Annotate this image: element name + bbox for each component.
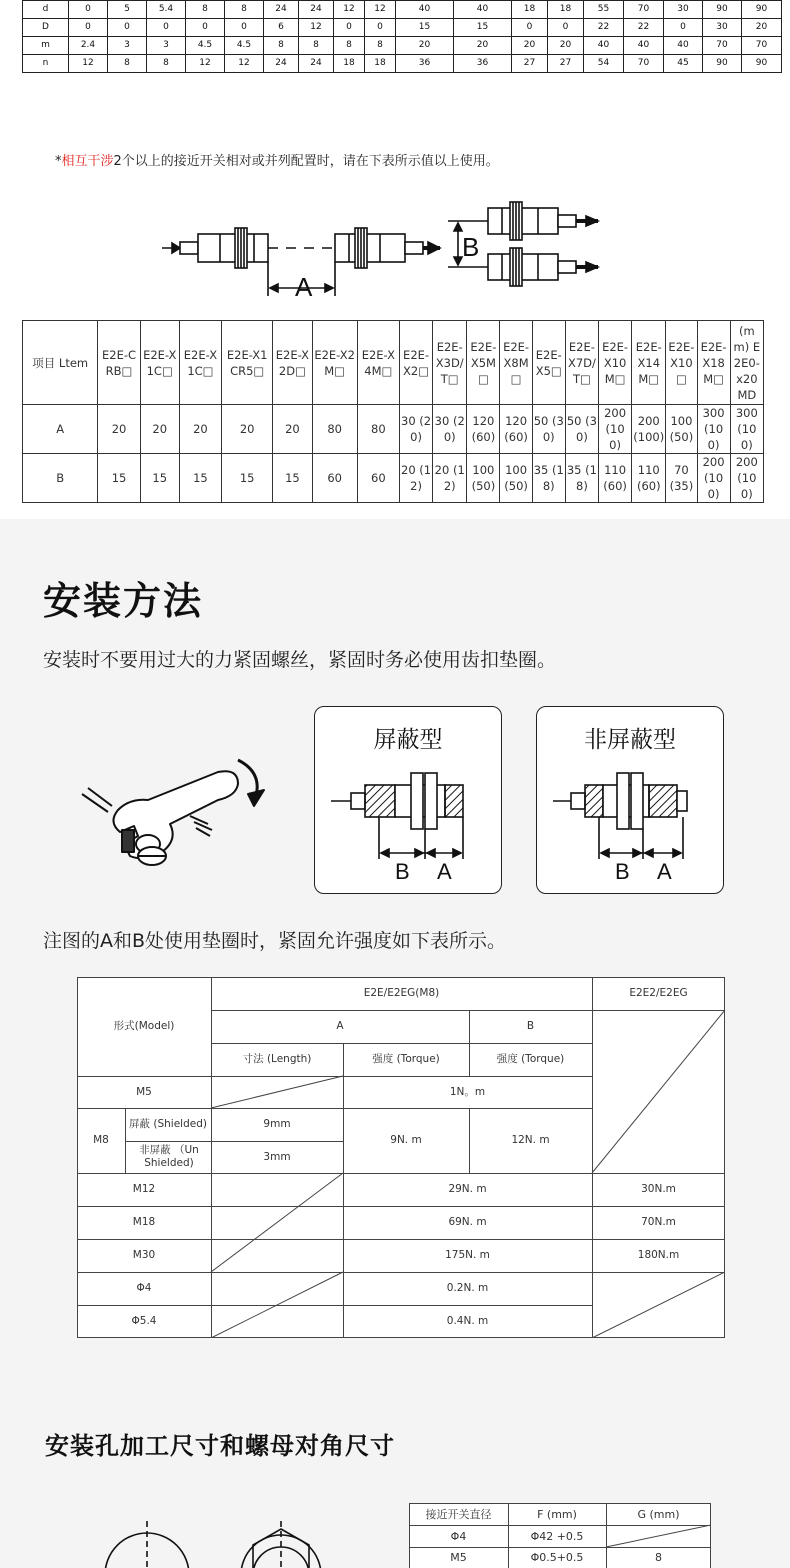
dims-cell: 18 <box>365 55 396 73</box>
hole-r1-c2: Φ42 +0.5 <box>530 1529 584 1543</box>
row-a-cell: 300 (100) <box>730 405 763 454</box>
model-header-cell: E2E-X5M□ <box>467 321 500 405</box>
dims-cell: 24 <box>264 55 299 73</box>
hole-drawing <box>95 1515 335 1568</box>
dims-cell: 30 <box>703 19 742 37</box>
row-a-cell: 80 <box>312 405 357 454</box>
dimensions-table <box>22 0 766 73</box>
dims-cell: 90 <box>703 1 742 19</box>
row-b-cell: 100 (50) <box>500 454 532 503</box>
row-a-cell: 120 (60) <box>467 405 500 454</box>
dims-cell: 40 <box>396 1 454 19</box>
unshielded-card <box>536 706 724 894</box>
model-header: 形式(Model) <box>113 1020 175 1032</box>
row-shielded-length: 9mm <box>263 1118 291 1130</box>
dims-cell: 0 <box>147 19 186 37</box>
dims-cell: 20 <box>512 37 548 55</box>
dims-cell: 8 <box>108 55 147 73</box>
unshielded-sensor-diagram <box>551 763 711 883</box>
install-title: 安装方法 <box>43 579 204 623</box>
unshielded-label-b: B <box>615 859 630 883</box>
dims-cell: 12 <box>69 55 108 73</box>
hole-col1-header: 接近开关直径 <box>425 1508 492 1521</box>
dims-cell: 40 <box>624 37 664 55</box>
row-b-cell: 20 (12) <box>399 454 432 503</box>
interference-diagram <box>150 196 620 304</box>
model-header-cell: E2E-X10M□ <box>599 321 632 405</box>
row-m8-torque-b: 12N. m <box>511 1134 550 1146</box>
dims-cell: 54 <box>584 55 624 73</box>
dims-cell: 4.5 <box>186 37 225 55</box>
model-header-cell: E2E-X10□ <box>666 321 697 405</box>
hole-r2-c2: Φ0.5+0.5 <box>530 1551 584 1564</box>
dims-cell: 20 <box>396 37 454 55</box>
row-a-cell: 20 <box>273 405 312 454</box>
model-header-cell: E2E-X2M□ <box>312 321 357 405</box>
shielded-label-a: A <box>437 859 452 883</box>
row-phi54-value: 0.4N. m <box>446 1315 489 1327</box>
dims-cell: 12 <box>334 1 365 19</box>
hole-r2-c3: 8 <box>655 1551 662 1564</box>
row-m5-label: M5 <box>136 1085 152 1098</box>
row-b-cell: 20 (12) <box>433 454 467 503</box>
row-b-cell: 15 <box>273 454 312 503</box>
row-a-cell: 20 <box>222 405 273 454</box>
row-b-cell: 15 <box>140 454 179 503</box>
row-phi4-value: 0.2N. m <box>446 1282 489 1294</box>
row-a-cell: 20 <box>98 405 140 454</box>
group2-header: E2E2/E2EG <box>629 987 688 999</box>
dims-cell: 3 <box>147 37 186 55</box>
row-b-cell: 60 <box>357 454 399 503</box>
dims-row-label: D <box>23 19 69 37</box>
dims-cell: 70 <box>624 55 664 73</box>
row-b-cell: 110 (60) <box>599 454 632 503</box>
dims-cell: 0 <box>365 19 396 37</box>
row-b-cell: 35 (18) <box>532 454 565 503</box>
torque-note: 注图的A和B处使用垫圈时，紧固允许强度如下表所示。 <box>43 930 507 952</box>
row-m18-label: M18 <box>132 1216 156 1228</box>
row-phi54-label: Φ5.4 <box>131 1315 157 1327</box>
row-b-cell: 15 <box>98 454 140 503</box>
row-a-label: A <box>23 405 98 454</box>
row-b-cell: 110 (60) <box>632 454 666 503</box>
dims-cell: 40 <box>584 37 624 55</box>
dims-cell: 0 <box>225 19 264 37</box>
dims-cell: 90 <box>742 55 782 73</box>
shielded-card <box>314 706 502 894</box>
row-a-cell: 50 (30) <box>532 405 565 454</box>
dims-cell: 12 <box>365 1 396 19</box>
shielded-sensor-diagram <box>329 763 489 883</box>
interference-table <box>22 320 764 503</box>
dims-cell: 8 <box>365 37 396 55</box>
group1-header: E2E/E2EG(M8) <box>363 987 440 999</box>
model-header-cell: E2E-X5□ <box>532 321 565 405</box>
dims-cell: 5.4 <box>147 1 186 19</box>
dims-row <box>23 1 782 19</box>
row-a-cell: 20 <box>140 405 179 454</box>
row-m30-value2: 180N.m <box>637 1249 680 1261</box>
dims-cell: 6 <box>264 19 299 37</box>
dims-cell: 30 <box>664 1 703 19</box>
interference-note <box>55 150 499 169</box>
dims-cell: 18 <box>512 1 548 19</box>
dims-row-label: n <box>23 55 69 73</box>
row-m5-value: 1N。m <box>449 1085 486 1098</box>
row-m30-label: M30 <box>132 1249 156 1261</box>
dims-cell: 90 <box>703 55 742 73</box>
dims-cell: 4.5 <box>225 37 264 55</box>
wrench-illustration <box>78 752 278 882</box>
dims-cell: 0 <box>69 19 108 37</box>
torque-a-header: 强度 (Torque) <box>372 1053 440 1065</box>
row-b-cell: 200 (100) <box>730 454 763 503</box>
dims-cell: 12 <box>299 19 334 37</box>
dims-cell: 8 <box>334 37 365 55</box>
torque-b-header: 强度 (Torque) <box>496 1053 565 1065</box>
dims-cell: 0 <box>186 19 225 37</box>
hole-r1-c1: Φ4 <box>450 1529 467 1543</box>
row-m12-label: M12 <box>132 1183 156 1195</box>
dims-cell: 70 <box>624 1 664 19</box>
shielded-label-b: B <box>395 859 410 883</box>
dims-row-label: m <box>23 37 69 55</box>
dims-cell: 8 <box>299 37 334 55</box>
length-header: 寸法 (Length) <box>242 1053 312 1065</box>
dims-cell: 40 <box>454 1 512 19</box>
dims-cell: 0 <box>548 19 584 37</box>
dims-row-label: d <box>23 1 69 19</box>
dims-row <box>23 19 782 37</box>
row-m8-torque-a: 9N. m <box>390 1134 422 1146</box>
unshielded-label-a: A <box>657 859 672 883</box>
dims-cell: 20 <box>742 19 782 37</box>
dims-cell: 0 <box>334 19 365 37</box>
model-header-cell: E2E-X7D/T□ <box>565 321 598 405</box>
model-header-cell: E2E-X4M□ <box>357 321 399 405</box>
model-header-cell: E2E-X8M□ <box>500 321 532 405</box>
dims-cell: 22 <box>584 19 624 37</box>
dims-cell: 20 <box>454 37 512 55</box>
dims-cell: 90 <box>742 1 782 19</box>
dims-cell: 27 <box>548 55 584 73</box>
hole-r2-c1: M5 <box>450 1551 467 1564</box>
hole-col2-header: F (mm) <box>537 1507 577 1521</box>
row-m30-value: 175N. m <box>445 1249 490 1261</box>
dims-cell: 8 <box>186 1 225 19</box>
model-header-cell: E2E-X3D/T□ <box>433 321 467 405</box>
model-header-cell: E2E-X18M□ <box>697 321 730 405</box>
row-b-cell: 60 <box>312 454 357 503</box>
row-m12-value2: 30N.m <box>641 1183 676 1195</box>
dims-cell: 0 <box>664 19 703 37</box>
dims-cell: 40 <box>664 37 703 55</box>
label-b: B <box>462 232 480 262</box>
dims-cell: 20 <box>548 37 584 55</box>
dims-cell: 22 <box>624 19 664 37</box>
dims-row <box>23 37 782 55</box>
torque-table <box>77 977 725 1338</box>
model-header-cell: E2E-X1C□ <box>140 321 179 405</box>
row-shielded-label: 屏蔽 (Shielded) <box>129 1118 207 1130</box>
dims-cell: 8 <box>147 55 186 73</box>
model-header-cell: E2E-CRB□ <box>98 321 140 405</box>
row-a-cell: 120 (60) <box>500 405 532 454</box>
row-a-cell: 30 (20) <box>399 405 432 454</box>
label-a: A <box>295 272 313 302</box>
row-b-cell: 200 (100) <box>697 454 730 503</box>
row-m18-value2: 70N.m <box>641 1216 676 1228</box>
dims-cell: 12 <box>186 55 225 73</box>
dims-cell: 12 <box>225 55 264 73</box>
dims-cell: 27 <box>512 55 548 73</box>
row-a-cell: 200 (100) <box>632 405 666 454</box>
dims-cell: 15 <box>454 19 512 37</box>
model-header-cell: E2E-X14M□ <box>632 321 666 405</box>
dims-cell: 70 <box>703 37 742 55</box>
shielded-title: 屏蔽型 <box>373 727 443 753</box>
install-text: 安装时不要用过大的力紧固螺丝，紧固时务必使用齿扣垫圈。 <box>43 649 557 671</box>
row-a-cell: 80 <box>357 405 399 454</box>
col-b-header: B <box>526 1020 535 1032</box>
model-header-cell: E2E-X1C□ <box>179 321 221 405</box>
model-header-cell: E2E-X2□ <box>399 321 432 405</box>
col-a-header: A <box>336 1020 344 1032</box>
row-b-cell: 15 <box>222 454 273 503</box>
dims-cell: 36 <box>396 55 454 73</box>
dims-cell: 55 <box>584 1 624 19</box>
dims-cell: 45 <box>664 55 703 73</box>
row-unshielded-length: 3mm <box>263 1150 291 1163</box>
hole-col3-header: G (mm) <box>637 1507 680 1521</box>
row-a-cell: 20 <box>179 405 221 454</box>
row-b-label: B <box>23 454 98 503</box>
row-m12-value: 29N. m <box>448 1183 487 1195</box>
row-a-cell: 300 (100) <box>697 405 730 454</box>
unshielded-title: 非屏蔽型 <box>584 727 676 753</box>
header-label: 项目 Ltem <box>23 321 98 405</box>
dims-cell: 2.4 <box>69 37 108 55</box>
hole-title: 安装孔加工尺寸和螺母对角尺寸 <box>45 1432 395 1460</box>
row-phi4-label: Φ4 <box>136 1282 152 1294</box>
dims-cell: 24 <box>264 1 299 19</box>
dims-cell: 5 <box>108 1 147 19</box>
dims-cell: 18 <box>334 55 365 73</box>
row-a-cell: 100 (50) <box>666 405 697 454</box>
dims-cell: 8 <box>264 37 299 55</box>
row-m8-label: M8 <box>93 1134 109 1146</box>
row-a-cell: 30 (20) <box>433 405 467 454</box>
row-b-cell: 100 (50) <box>467 454 500 503</box>
dims-cell: 24 <box>299 1 334 19</box>
dims-row <box>23 55 782 73</box>
dims-cell: 0 <box>512 19 548 37</box>
dims-cell: 0 <box>69 1 108 19</box>
row-b-cell: 70 (35) <box>666 454 697 503</box>
note-highlight: 相互干涉 <box>61 154 114 169</box>
dims-cell: 70 <box>742 37 782 55</box>
model-header-cell: E2E-X2D□ <box>273 321 312 405</box>
dims-cell: 24 <box>299 55 334 73</box>
row-a-cell: 200 (100) <box>599 405 632 454</box>
row-b-cell: 35 (18) <box>565 454 598 503</box>
note-text: 2个以上的接近开关相对或并列配置时，请在下表所示值以上使用。 <box>113 154 499 169</box>
dims-cell: 36 <box>454 55 512 73</box>
dims-cell: 18 <box>548 1 584 19</box>
row-unshielded-label: 非屏蔽 （Un Shielded) <box>139 1144 199 1169</box>
note-asterisk: * <box>55 154 62 169</box>
model-header-cell: (mm) E2E0-x20MD <box>730 321 763 405</box>
row-b-cell: 15 <box>179 454 221 503</box>
dims-cell: 0 <box>108 19 147 37</box>
hole-table <box>409 1503 711 1568</box>
dims-cell: 3 <box>108 37 147 55</box>
dims-cell: 15 <box>396 19 454 37</box>
row-a-cell: 50 (30) <box>565 405 598 454</box>
row-m18-value: 69N. m <box>448 1216 487 1228</box>
dims-cell: 8 <box>225 1 264 19</box>
model-header-cell: E2E-X1CR5□ <box>222 321 273 405</box>
